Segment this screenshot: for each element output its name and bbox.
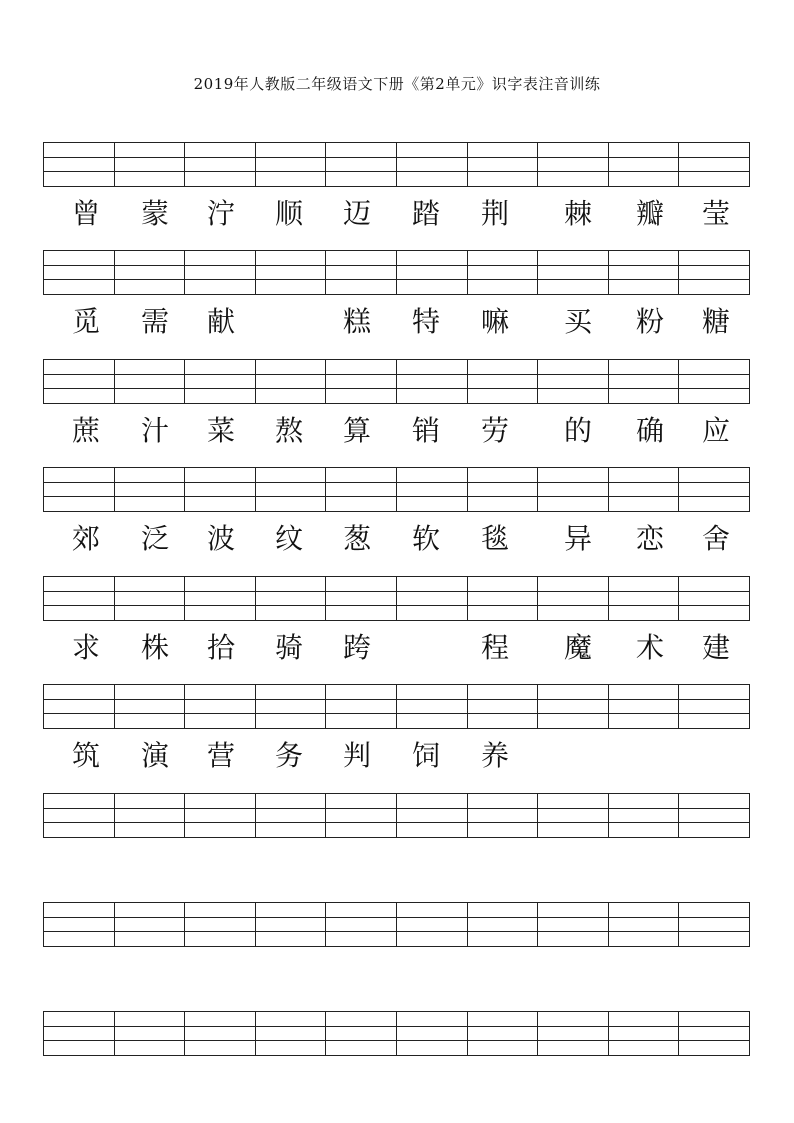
pinyin-grid [43, 793, 750, 838]
pinyin-cell[interactable] [538, 685, 609, 728]
pinyin-cell[interactable] [538, 903, 609, 946]
pinyin-grid [43, 1011, 750, 1056]
page-title: 2019年人教版二年级语文下册《第2单元》识字表注音训练 [193, 75, 601, 93]
hanzi-character: 糕 [342, 305, 371, 338]
exercise-block [43, 250, 750, 348]
pinyin-cell[interactable] [538, 251, 609, 294]
exercise-block [43, 1011, 750, 1109]
pinyin-cell[interactable] [609, 468, 680, 511]
hanzi-character: 菜 [206, 414, 235, 447]
pinyin-cell[interactable] [538, 143, 609, 186]
hanzi-character: 劳 [480, 414, 509, 447]
hanzi-character: 棘 [563, 197, 592, 230]
hanzi-character: 养 [480, 739, 509, 772]
pinyin-cell[interactable] [326, 251, 397, 294]
pinyin-cell[interactable] [468, 685, 539, 728]
pinyin-cell[interactable] [44, 143, 115, 186]
hanzi-character: 瓣 [635, 197, 664, 230]
pinyin-cell[interactable] [326, 1012, 397, 1055]
pinyin-cell[interactable] [115, 360, 186, 403]
pinyin-cell[interactable] [397, 143, 468, 186]
pinyin-cell[interactable] [679, 468, 749, 511]
hanzi-character: 汁 [140, 414, 169, 447]
pinyin-cell[interactable] [609, 360, 680, 403]
hanzi-character: 糖 [701, 305, 730, 338]
pinyin-cell[interactable] [256, 903, 327, 946]
hanzi-character: 熬 [274, 414, 303, 447]
pinyin-cell[interactable] [679, 251, 749, 294]
pinyin-cell[interactable] [468, 468, 539, 511]
pinyin-cell[interactable] [185, 794, 256, 837]
hanzi-character: 曾 [71, 197, 100, 230]
pinyin-cell[interactable] [397, 251, 468, 294]
exercise-block [43, 467, 750, 565]
pinyin-cell[interactable] [468, 903, 539, 946]
pinyin-cell[interactable] [397, 794, 468, 837]
pinyin-cell[interactable] [397, 468, 468, 511]
pinyin-cell[interactable] [256, 1012, 327, 1055]
hanzi-character: 株 [140, 631, 169, 664]
exercise-block [43, 793, 750, 891]
pinyin-grid [43, 902, 750, 947]
pinyin-cell[interactable] [44, 360, 115, 403]
hanzi-character: 应 [701, 414, 730, 447]
character-row [43, 407, 750, 457]
pinyin-cell[interactable] [679, 577, 749, 620]
pinyin-cell[interactable] [538, 468, 609, 511]
pinyin-cell[interactable] [115, 251, 186, 294]
exercise-block [43, 902, 750, 1000]
pinyin-cell[interactable] [326, 685, 397, 728]
pinyin-cell[interactable] [44, 468, 115, 511]
hanzi-character: 魔 [563, 631, 592, 664]
pinyin-cell[interactable] [256, 360, 327, 403]
character-row [43, 841, 750, 891]
pinyin-cell[interactable] [397, 360, 468, 403]
character-row [43, 950, 750, 1000]
hanzi-character: 术 [635, 631, 664, 664]
pinyin-cell[interactable] [44, 251, 115, 294]
hanzi-character: 务 [274, 739, 303, 772]
pinyin-cell[interactable] [326, 468, 397, 511]
pinyin-cell[interactable] [326, 577, 397, 620]
hanzi-character: 软 [411, 522, 440, 555]
hanzi-character: 莹 [701, 197, 730, 230]
hanzi-character: 嘛 [480, 305, 509, 338]
pinyin-cell[interactable] [679, 1012, 749, 1055]
pinyin-cell[interactable] [397, 577, 468, 620]
pinyin-grid [43, 142, 750, 187]
exercise-block [43, 142, 750, 240]
pinyin-cell[interactable] [185, 251, 256, 294]
pinyin-cell[interactable] [468, 360, 539, 403]
pinyin-cell[interactable] [185, 360, 256, 403]
pinyin-cell[interactable] [256, 685, 327, 728]
hanzi-character: 粉 [635, 305, 664, 338]
pinyin-grid [43, 684, 750, 729]
character-row [43, 515, 750, 565]
hanzi-character: 特 [411, 305, 440, 338]
hanzi-character: 演 [140, 739, 169, 772]
hanzi-character: 程 [480, 631, 509, 664]
pinyin-cell[interactable] [185, 685, 256, 728]
character-row [43, 732, 750, 782]
pinyin-cell[interactable] [538, 1012, 609, 1055]
hanzi-character: 泞 [206, 197, 235, 230]
pinyin-cell[interactable] [679, 685, 749, 728]
pinyin-cell[interactable] [609, 794, 680, 837]
pinyin-grid [43, 467, 750, 512]
pinyin-cell[interactable] [609, 1012, 680, 1055]
exercise-block [43, 359, 750, 457]
exercise-block [43, 576, 750, 674]
pinyin-cell[interactable] [115, 577, 186, 620]
pinyin-cell[interactable] [115, 143, 186, 186]
exercise-block [43, 684, 750, 782]
pinyin-cell[interactable] [468, 143, 539, 186]
pinyin-cell[interactable] [468, 577, 539, 620]
hanzi-character: 骑 [274, 631, 303, 664]
pinyin-cell[interactable] [679, 360, 749, 403]
hanzi-character: 蒙 [140, 197, 169, 230]
hanzi-character: 纹 [274, 522, 303, 555]
pinyin-cell[interactable] [468, 251, 539, 294]
pinyin-cell[interactable] [185, 468, 256, 511]
hanzi-character: 饲 [411, 739, 440, 772]
hanzi-character: 献 [206, 305, 235, 338]
hanzi-character: 建 [701, 631, 730, 664]
pinyin-cell[interactable] [256, 794, 327, 837]
pinyin-cell[interactable] [115, 903, 186, 946]
hanzi-character: 舍 [701, 522, 730, 555]
pinyin-cell[interactable] [44, 577, 115, 620]
pinyin-cell[interactable] [538, 577, 609, 620]
pinyin-cell[interactable] [679, 903, 749, 946]
hanzi-character: 觅 [71, 305, 100, 338]
hanzi-character: 踏 [411, 197, 440, 230]
pinyin-cell[interactable] [256, 577, 327, 620]
pinyin-grid [43, 250, 750, 295]
pinyin-cell[interactable] [326, 794, 397, 837]
pinyin-cell[interactable] [185, 143, 256, 186]
pinyin-cell[interactable] [397, 685, 468, 728]
character-row [43, 624, 750, 674]
pinyin-cell[interactable] [256, 143, 327, 186]
pinyin-grid [43, 359, 750, 404]
pinyin-cell[interactable] [185, 1012, 256, 1055]
pinyin-cell[interactable] [609, 251, 680, 294]
character-row [43, 298, 750, 348]
hanzi-character: 营 [206, 739, 235, 772]
pinyin-cell[interactable] [326, 360, 397, 403]
pinyin-grid [43, 576, 750, 621]
hanzi-character: 筑 [71, 739, 100, 772]
pinyin-cell[interactable] [538, 794, 609, 837]
hanzi-character: 郊 [71, 522, 100, 555]
pinyin-cell[interactable] [326, 143, 397, 186]
hanzi-character: 需 [140, 305, 169, 338]
pinyin-cell[interactable] [538, 360, 609, 403]
hanzi-character: 荆 [480, 197, 509, 230]
pinyin-cell[interactable] [609, 685, 680, 728]
hanzi-character: 泛 [140, 522, 169, 555]
hanzi-character: 的 [563, 414, 592, 447]
pinyin-cell[interactable] [397, 903, 468, 946]
pinyin-cell[interactable] [44, 794, 115, 837]
pinyin-cell[interactable] [679, 143, 749, 186]
pinyin-cell[interactable] [397, 1012, 468, 1055]
pinyin-cell[interactable] [185, 577, 256, 620]
pinyin-cell[interactable] [185, 903, 256, 946]
hanzi-character: 波 [206, 522, 235, 555]
hanzi-character: 顺 [274, 197, 303, 230]
pinyin-cell[interactable] [115, 1012, 186, 1055]
hanzi-character: 求 [71, 631, 100, 664]
pinyin-cell[interactable] [44, 903, 115, 946]
pinyin-cell[interactable] [256, 251, 327, 294]
pinyin-cell[interactable] [609, 577, 680, 620]
pinyin-cell[interactable] [115, 685, 186, 728]
hanzi-character: 毯 [480, 522, 509, 555]
pinyin-cell[interactable] [679, 794, 749, 837]
hanzi-character: 蔗 [71, 414, 100, 447]
hanzi-character: 迈 [342, 197, 371, 230]
hanzi-character: 异 [563, 522, 592, 555]
hanzi-character: 销 [411, 414, 440, 447]
hanzi-character: 拾 [206, 631, 235, 664]
hanzi-character: 买 [563, 305, 592, 338]
pinyin-cell[interactable] [468, 1012, 539, 1055]
pinyin-cell[interactable] [468, 794, 539, 837]
pinyin-cell[interactable] [256, 468, 327, 511]
hanzi-character: 葱 [342, 522, 371, 555]
pinyin-cell[interactable] [44, 685, 115, 728]
pinyin-cell[interactable] [609, 143, 680, 186]
character-row [43, 1059, 750, 1109]
hanzi-character: 跨 [342, 631, 371, 664]
pinyin-cell[interactable] [115, 794, 186, 837]
hanzi-character: 恋 [635, 522, 664, 555]
pinyin-cell[interactable] [609, 903, 680, 946]
character-row [43, 190, 750, 240]
hanzi-character: 确 [635, 414, 664, 447]
pinyin-cell[interactable] [44, 1012, 115, 1055]
pinyin-cell[interactable] [115, 468, 186, 511]
hanzi-character: 判 [342, 739, 371, 772]
hanzi-character: 算 [342, 414, 371, 447]
pinyin-cell[interactable] [326, 903, 397, 946]
